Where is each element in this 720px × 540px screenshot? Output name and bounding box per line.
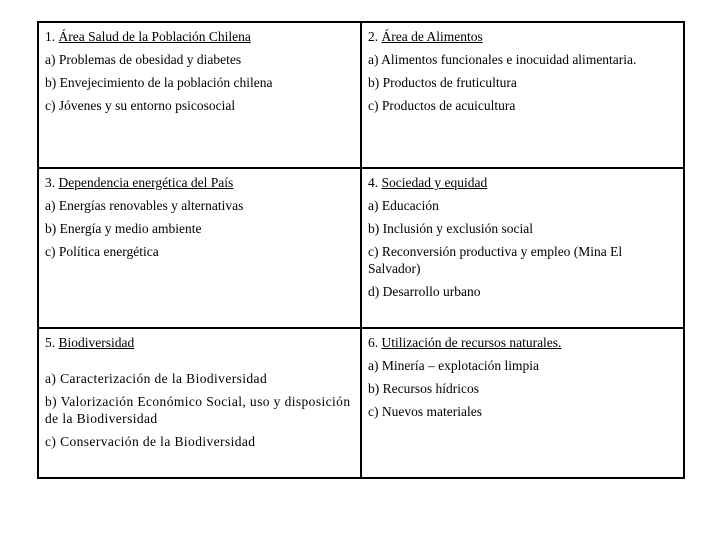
cell-title: 1. Área Salud de la Población Chilena: [45, 29, 251, 44]
list-item: a) Educación: [368, 198, 439, 213]
cell-title: 6. Utilización de recursos naturales.: [368, 335, 562, 350]
list-item: a) Minería – explotación limpia: [368, 358, 539, 373]
cell-sociedad: [362, 169, 683, 306]
list-item: c) Conservación de la Biodiversidad: [45, 434, 256, 449]
cell-energia: [39, 169, 360, 266]
list-item: b) Productos de fruticultura: [368, 75, 517, 90]
cell-title: 4. Sociedad y equidad: [368, 175, 488, 190]
cell-recursos: [362, 329, 683, 426]
list-item: d) Desarrollo urbano: [368, 284, 481, 299]
list-item: b) Energía y medio ambiente: [45, 221, 202, 236]
list-item: c) Productos de acuicultura: [368, 98, 516, 113]
list-item: c) Nuevos materiales: [368, 404, 482, 419]
list-item: b) Valorización Económico Social, uso y disposición de la Biodiversidad: [45, 394, 351, 426]
list-item: b) Inclusión y exclusión social: [368, 221, 533, 236]
list-item: a) Problemas de obesidad y diabetes: [45, 52, 242, 67]
list-item: c) Política energética: [45, 244, 159, 259]
cell-biodiversidad: [39, 329, 360, 456]
list-item: b) Envejecimiento de la población chilena: [45, 75, 273, 90]
list-item: a) Alimentos funcionales e inocuidad alimentaria.: [368, 52, 637, 67]
topics-table: [37, 21, 685, 479]
list-item: c) Jóvenes y su entorno psicosocial: [45, 98, 236, 113]
list-item: a) Energías renovables y alternativas: [45, 198, 244, 213]
cell-salud: [39, 23, 360, 120]
cell-title: 2. Área de Alimentos: [368, 29, 483, 44]
list-item: b) Recursos hídricos: [368, 381, 479, 396]
list-item: a) Caracterización de la Biodiversidad: [45, 371, 268, 386]
list-item: c) Reconversión productiva y empleo (Mina El Salvador): [368, 244, 623, 276]
cell-title: 3. Dependencia energética del País: [45, 175, 234, 190]
cell-title: 5. Biodiversidad: [45, 335, 135, 350]
cell-alimentos: [362, 23, 683, 120]
